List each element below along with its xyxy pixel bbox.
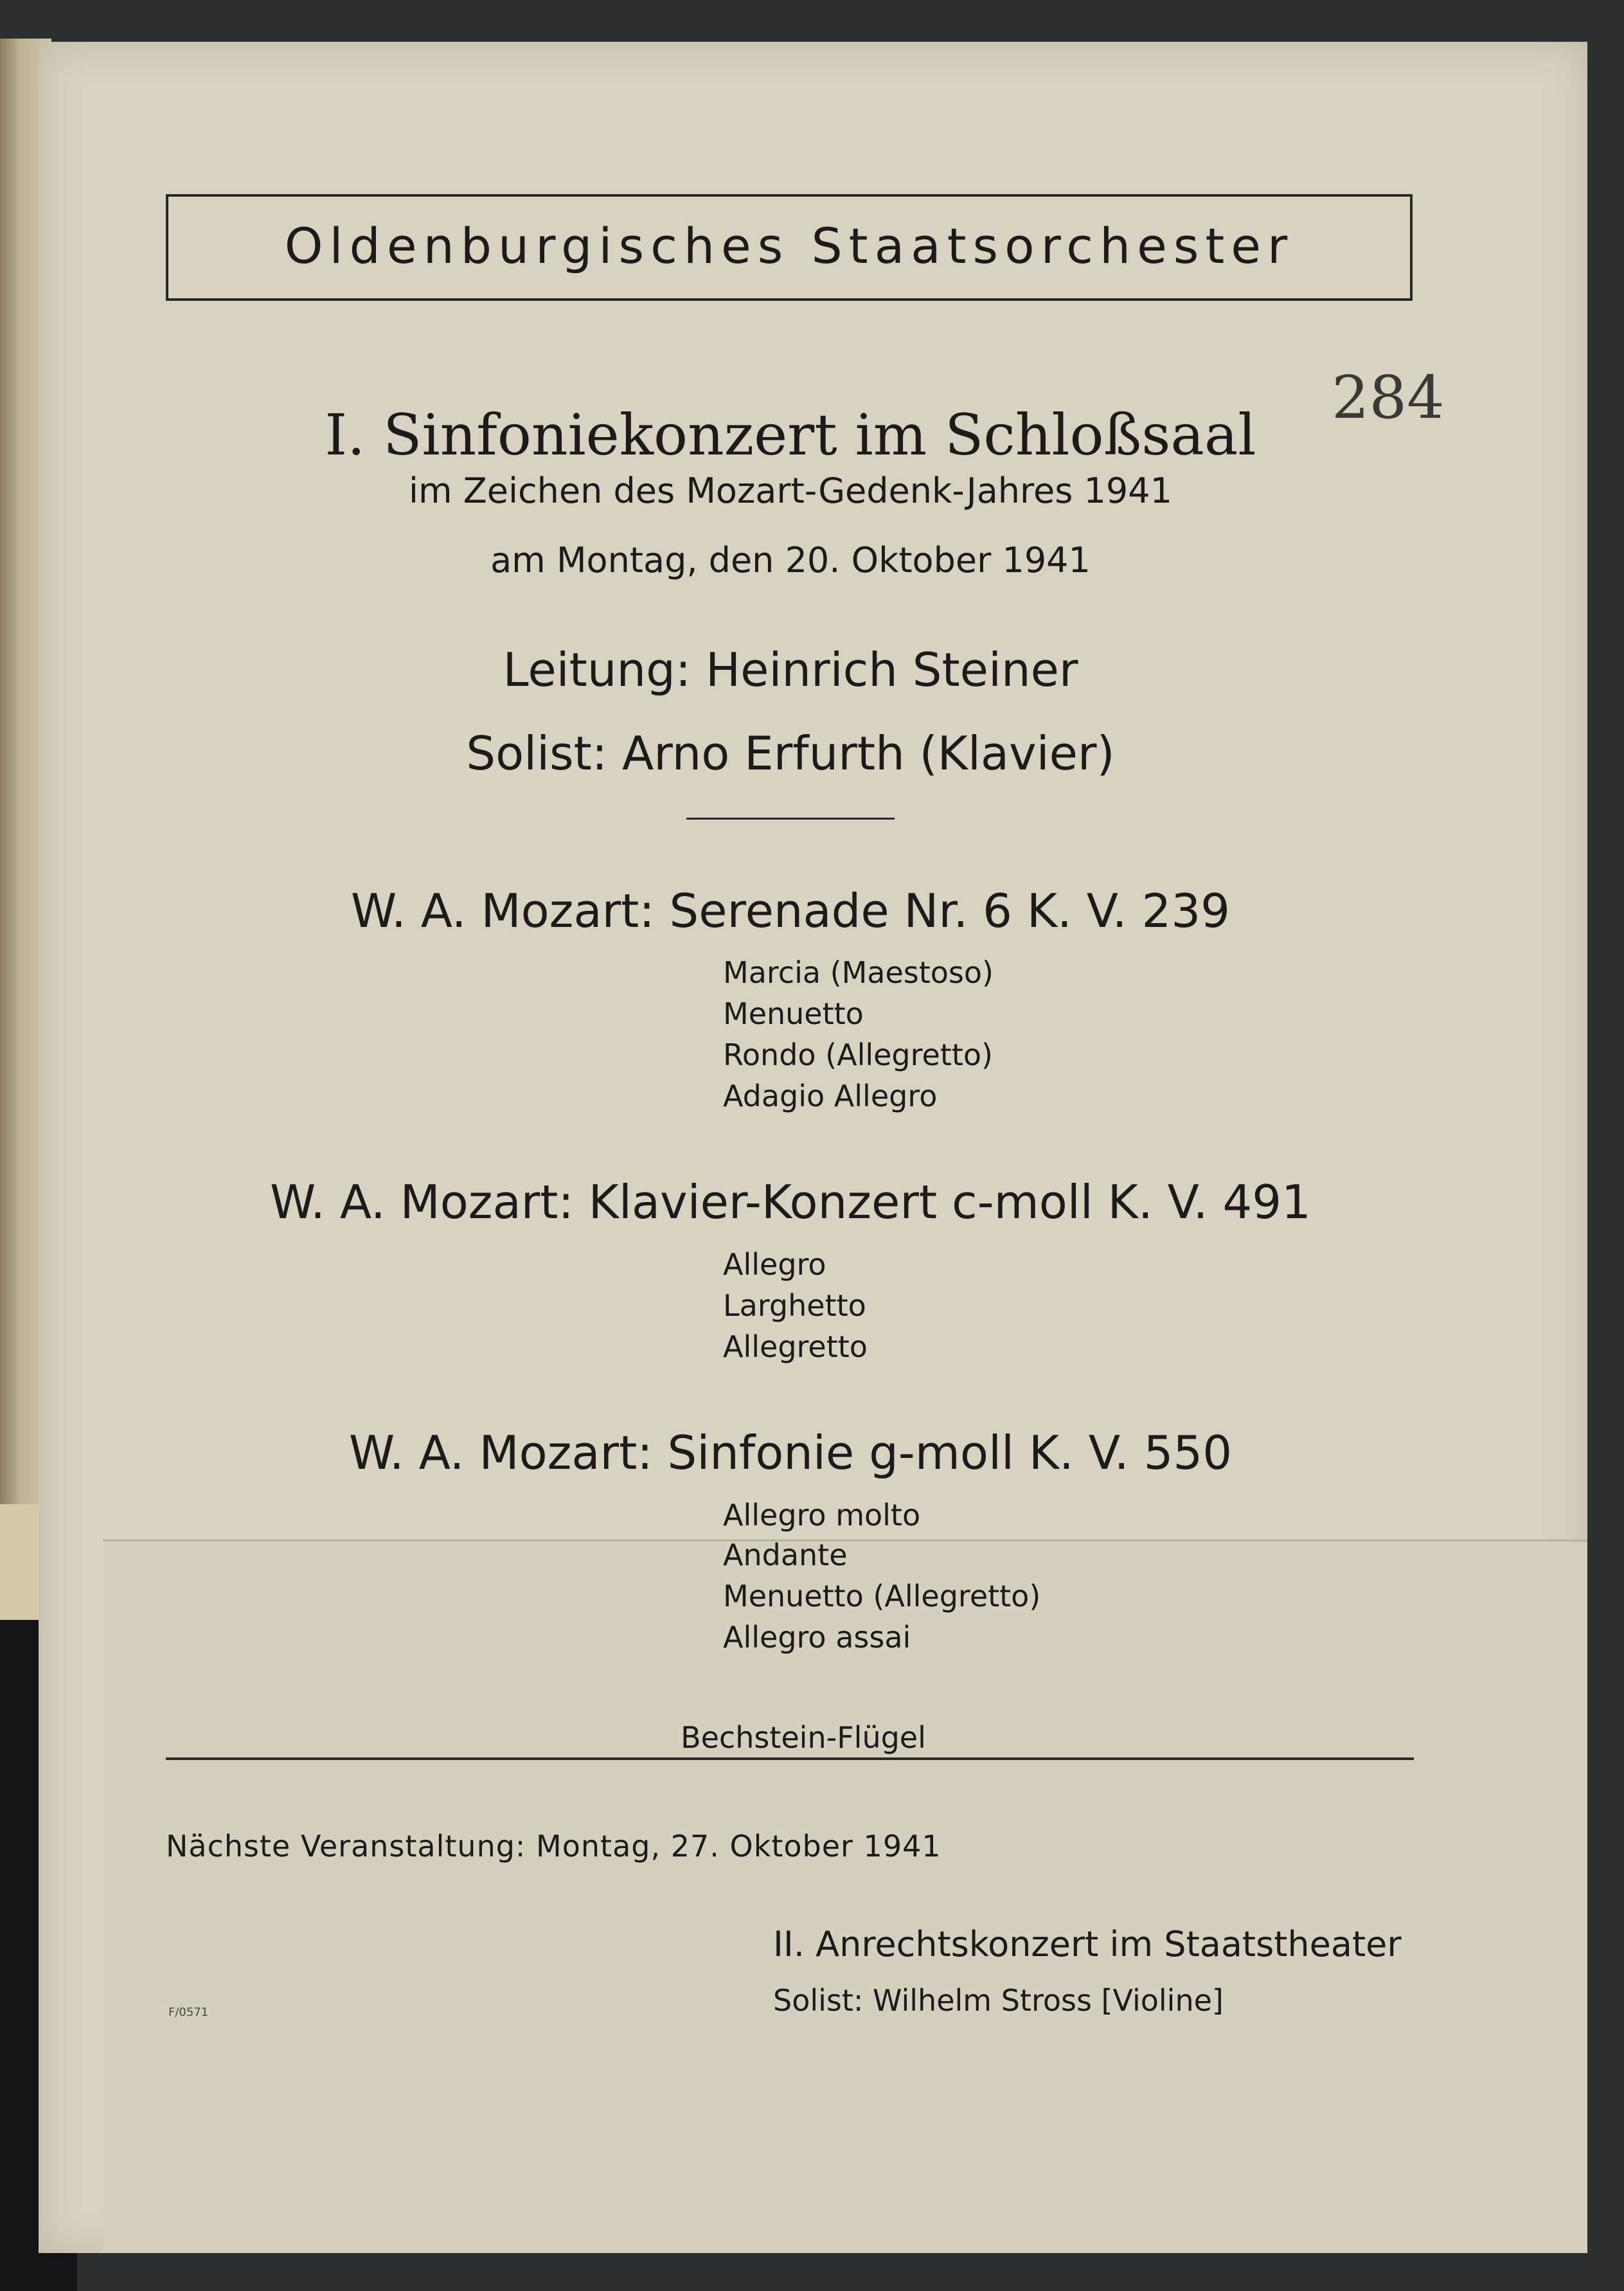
movement: Marcia (Maestoso) (723, 955, 994, 990)
movement: Allegro (723, 1247, 826, 1282)
divider-short (686, 818, 895, 820)
orchestra-title: Oldenburgisches Staatsorchester (284, 217, 1294, 274)
divider-long (166, 1757, 1414, 1760)
work-title: W. A. Mozart: Serenade Nr. 6 K. V. 239 (351, 884, 1230, 938)
movement: Allegro molto (723, 1498, 921, 1532)
movement: Menuetto (Allegretto) (723, 1579, 1041, 1613)
concert-subtitle: im Zeichen des Mozart-Gedenk-Jahres 1941 (409, 471, 1172, 511)
movement: Allegro assai (723, 1620, 911, 1655)
movement: Adagio Allegro (723, 1079, 938, 1113)
movement: Larghetto (723, 1288, 866, 1323)
next-event-label: Nächste Veranstaltung: Montag, 27. Oktober 1941 (166, 1829, 941, 1864)
next-event-soloist: Solist: Wilhelm Stross [Violine] (773, 1983, 1224, 2018)
piano-note: Bechstein-Flügel (681, 1720, 926, 1755)
conductor: Leitung: Heinrich Steiner (503, 643, 1078, 697)
work-title: W. A. Mozart: Klavier-Konzert c-moll K. V. 491 (270, 1175, 1311, 1229)
movement: Andante (723, 1538, 848, 1572)
movement: Menuetto (723, 996, 864, 1031)
next-event-title: II. Anrechtskonzert im Staatstheater (773, 1924, 1402, 1964)
print-code: F/0571 (168, 2006, 209, 2019)
work-title: W. A. Mozart: Sinfonie g-moll K. V. 550 (348, 1426, 1232, 1480)
concert-title: I. Sinfoniekonzert im Schloßsaal (325, 402, 1256, 468)
concert-date: am Montag, den 20. Oktober 1941 (490, 540, 1091, 580)
movement: Allegretto (723, 1329, 868, 1364)
soloist: Solist: Arno Erfurth (Klavier) (466, 726, 1115, 780)
movement: Rondo (Allegretto) (723, 1038, 993, 1072)
document-number: 284 (1332, 363, 1445, 432)
